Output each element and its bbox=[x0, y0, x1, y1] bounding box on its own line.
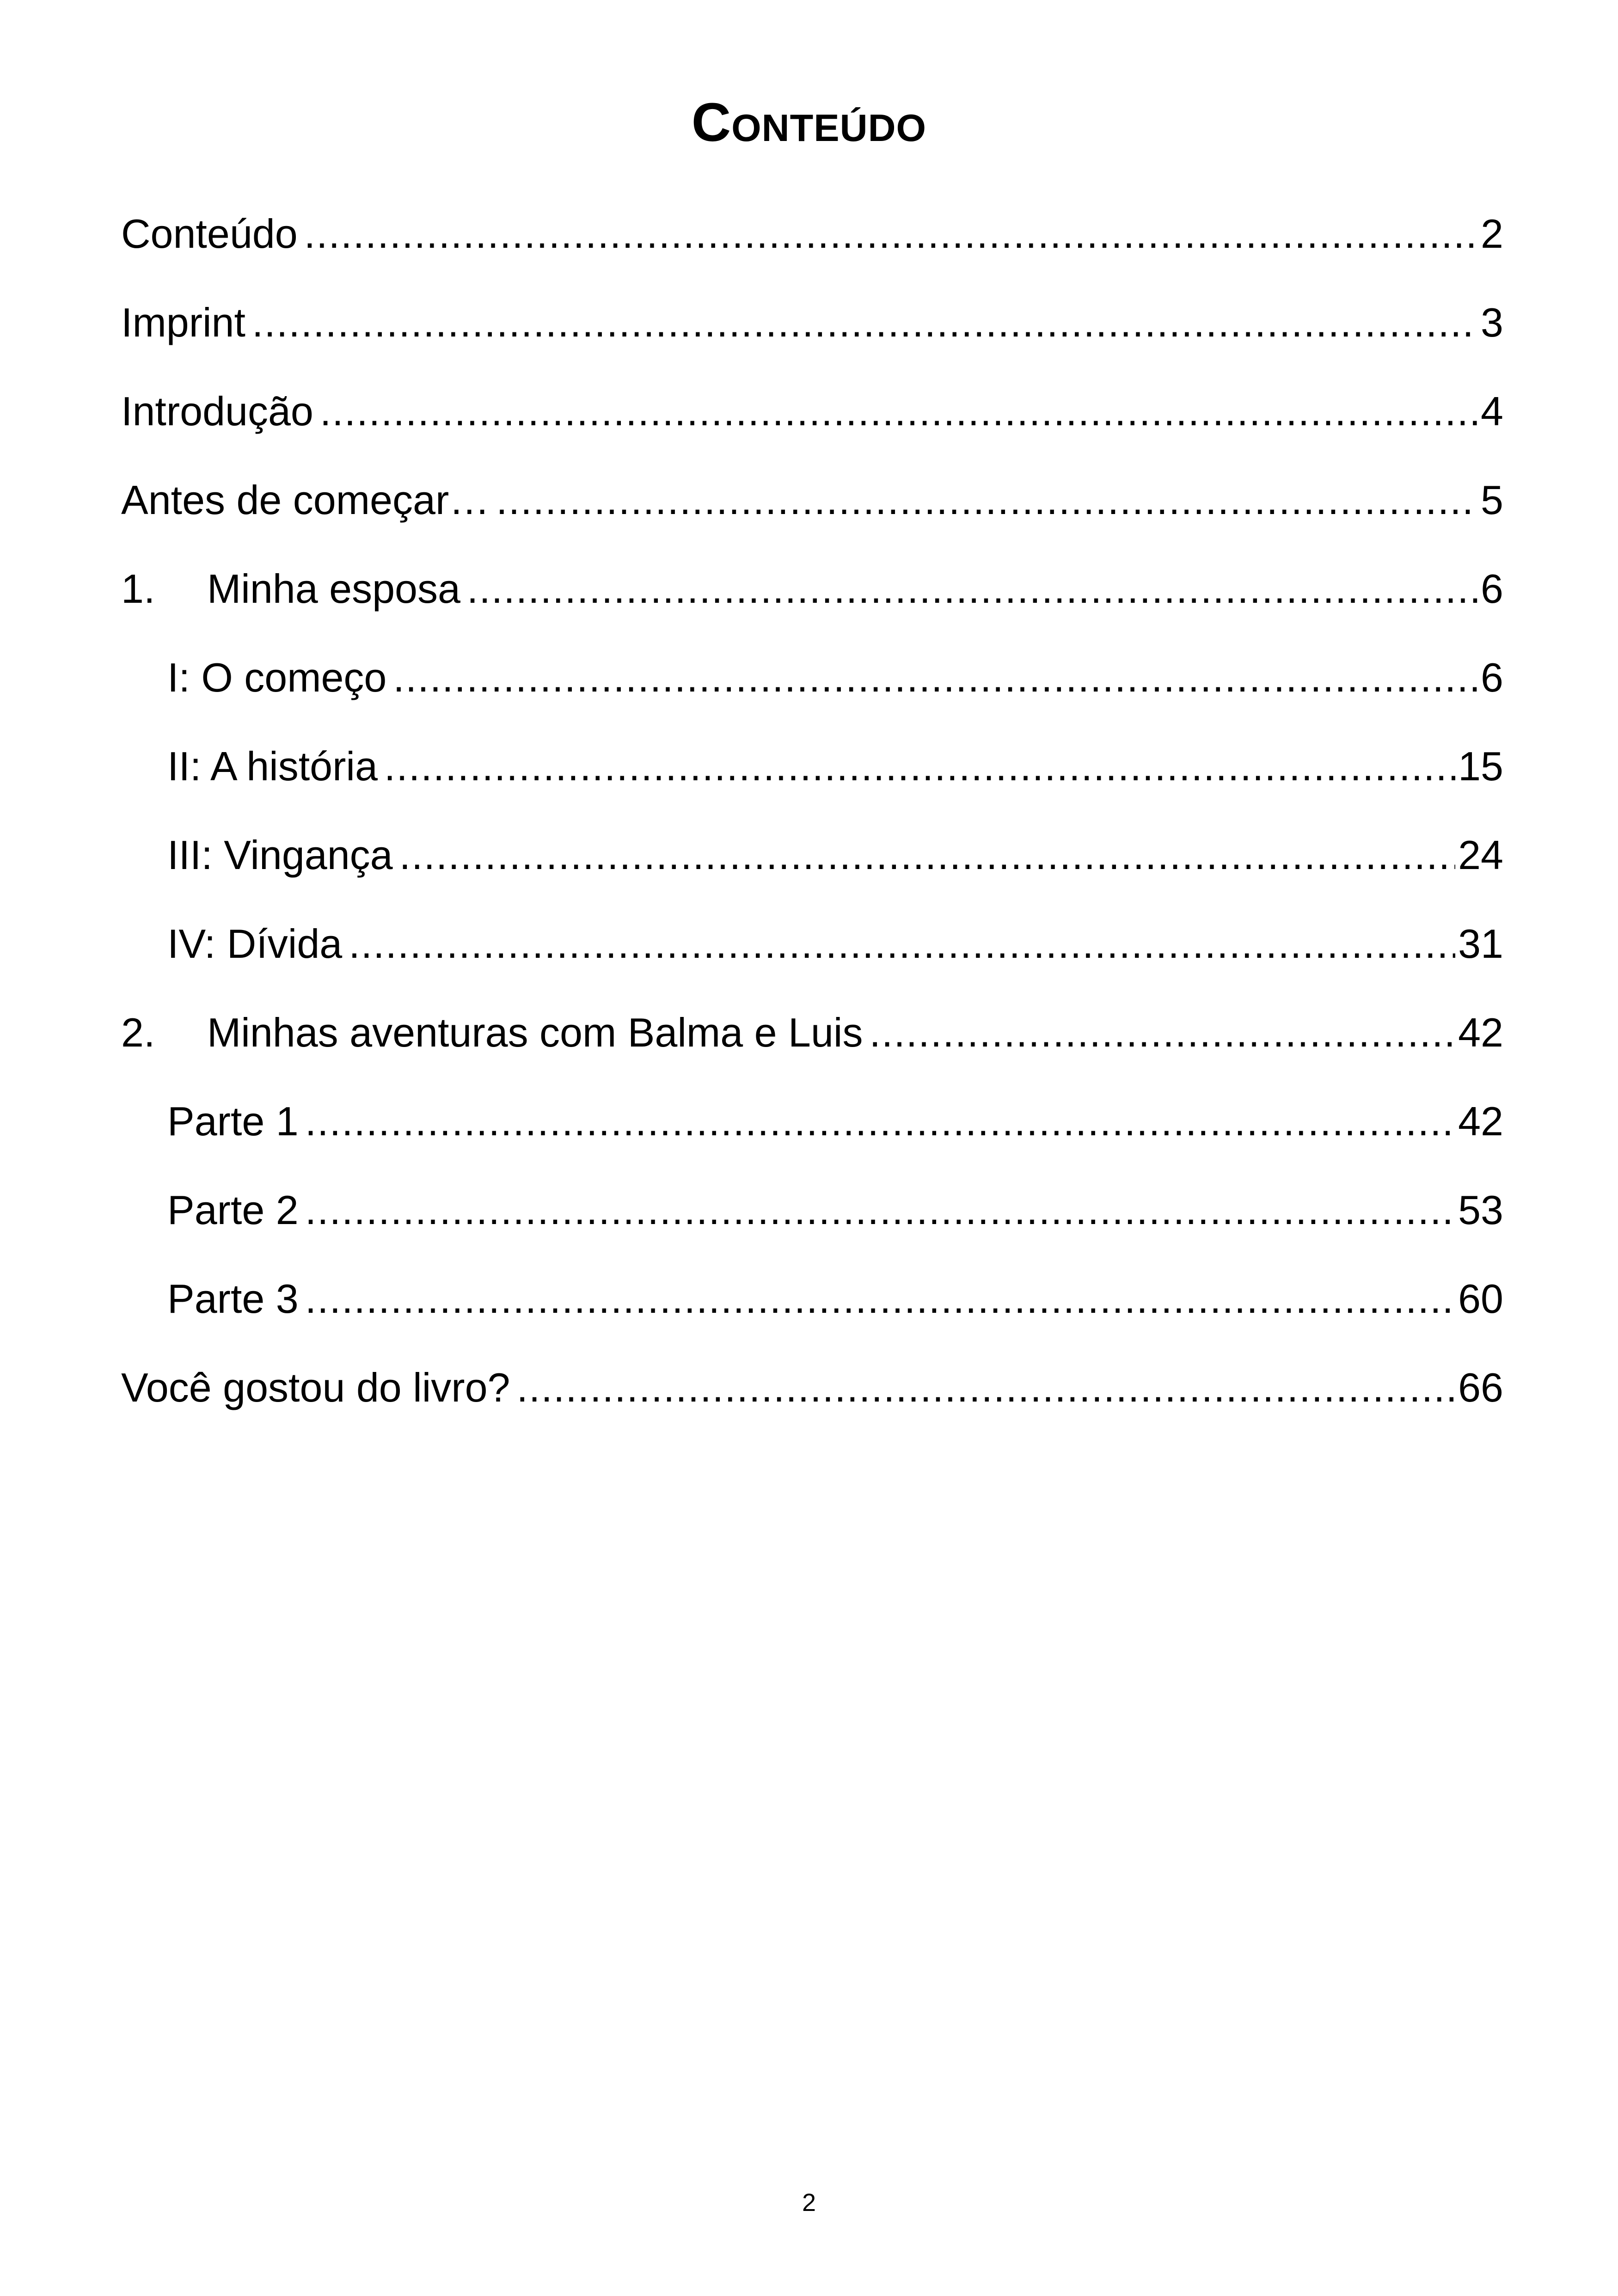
toc-entry-page: 5 bbox=[1481, 477, 1503, 523]
toc-entry-page: 42 bbox=[1458, 1010, 1503, 1055]
toc-entry-label: Você gostou do livro? bbox=[121, 1365, 510, 1410]
dot-leader bbox=[305, 1187, 1455, 1233]
toc-entry-page: 31 bbox=[1458, 921, 1503, 967]
toc-entry[interactable] bbox=[121, 545, 1503, 633]
toc-entry-label: Imprint bbox=[121, 300, 245, 345]
toc-entry[interactable] bbox=[121, 278, 1503, 367]
dot-leader bbox=[252, 300, 1478, 346]
dot-leader bbox=[516, 1365, 1455, 1411]
toc-entry[interactable] bbox=[121, 988, 1503, 1077]
toc-entry-page: 2 bbox=[1481, 211, 1503, 257]
toc-subentry[interactable] bbox=[121, 1255, 1503, 1343]
toc-entry-label: IV: Dívida bbox=[167, 921, 343, 967]
toc-subentry[interactable] bbox=[121, 1166, 1503, 1255]
dot-leader bbox=[869, 1010, 1455, 1056]
toc-subentry[interactable] bbox=[121, 811, 1503, 900]
toc-entry-page: 15 bbox=[1458, 743, 1503, 789]
toc-subentry[interactable] bbox=[121, 1077, 1503, 1166]
dot-leader bbox=[399, 832, 1456, 878]
toc-entry[interactable] bbox=[121, 190, 1503, 278]
toc-entry-page: 42 bbox=[1458, 1098, 1503, 1144]
toc-entry-number: 2. bbox=[121, 1010, 155, 1055]
table-of-contents bbox=[121, 190, 1503, 1432]
toc-entry-label: III: Vingança bbox=[167, 832, 393, 878]
toc-entry[interactable] bbox=[121, 1343, 1503, 1432]
toc-entry-number: 1. bbox=[121, 566, 155, 612]
toc-entry[interactable] bbox=[121, 456, 1503, 545]
toc-entry-page: 53 bbox=[1458, 1187, 1503, 1233]
dot-leader bbox=[304, 211, 1478, 257]
dot-leader bbox=[384, 743, 1455, 790]
toc-entry-page: 66 bbox=[1458, 1365, 1503, 1410]
toc-subentry[interactable] bbox=[121, 900, 1503, 988]
toc-entry-page: 60 bbox=[1458, 1276, 1503, 1322]
toc-entry-label: Minha esposa bbox=[207, 566, 460, 612]
toc-entry-page: 6 bbox=[1481, 566, 1503, 612]
dot-leader bbox=[320, 388, 1478, 435]
dot-leader bbox=[393, 655, 1478, 701]
page-title: Conteúdo bbox=[691, 92, 927, 153]
dot-leader bbox=[349, 921, 1455, 967]
toc-entry-label: II: A história bbox=[167, 743, 378, 789]
toc-entry-label: Parte 1 bbox=[167, 1098, 299, 1144]
toc-entry-label: I: O começo bbox=[167, 655, 387, 700]
toc-entry-label: Antes de começar… bbox=[121, 477, 490, 523]
toc-entry-label: Parte 2 bbox=[167, 1187, 299, 1233]
toc-entry[interactable] bbox=[121, 367, 1503, 456]
dot-leader bbox=[305, 1276, 1455, 1322]
toc-subentry[interactable] bbox=[121, 633, 1503, 722]
toc-entry-label: Minhas aventuras com Balma e Luis bbox=[207, 1010, 863, 1055]
toc-subentry[interactable] bbox=[121, 722, 1503, 811]
dot-leader bbox=[467, 566, 1478, 612]
toc-entry-page: 6 bbox=[1481, 655, 1503, 700]
toc-entry-label: Parte 3 bbox=[167, 1276, 299, 1322]
toc-entry-page: 4 bbox=[1481, 388, 1503, 434]
dot-leader bbox=[496, 477, 1478, 523]
dot-leader bbox=[305, 1098, 1455, 1145]
toc-entry-page: 24 bbox=[1458, 832, 1503, 878]
toc-entry-label: Introdução bbox=[121, 388, 313, 434]
page-number: 2 bbox=[802, 2189, 816, 2216]
toc-entry-label: Conteúdo bbox=[121, 211, 298, 257]
toc-entry-page: 3 bbox=[1481, 300, 1503, 345]
